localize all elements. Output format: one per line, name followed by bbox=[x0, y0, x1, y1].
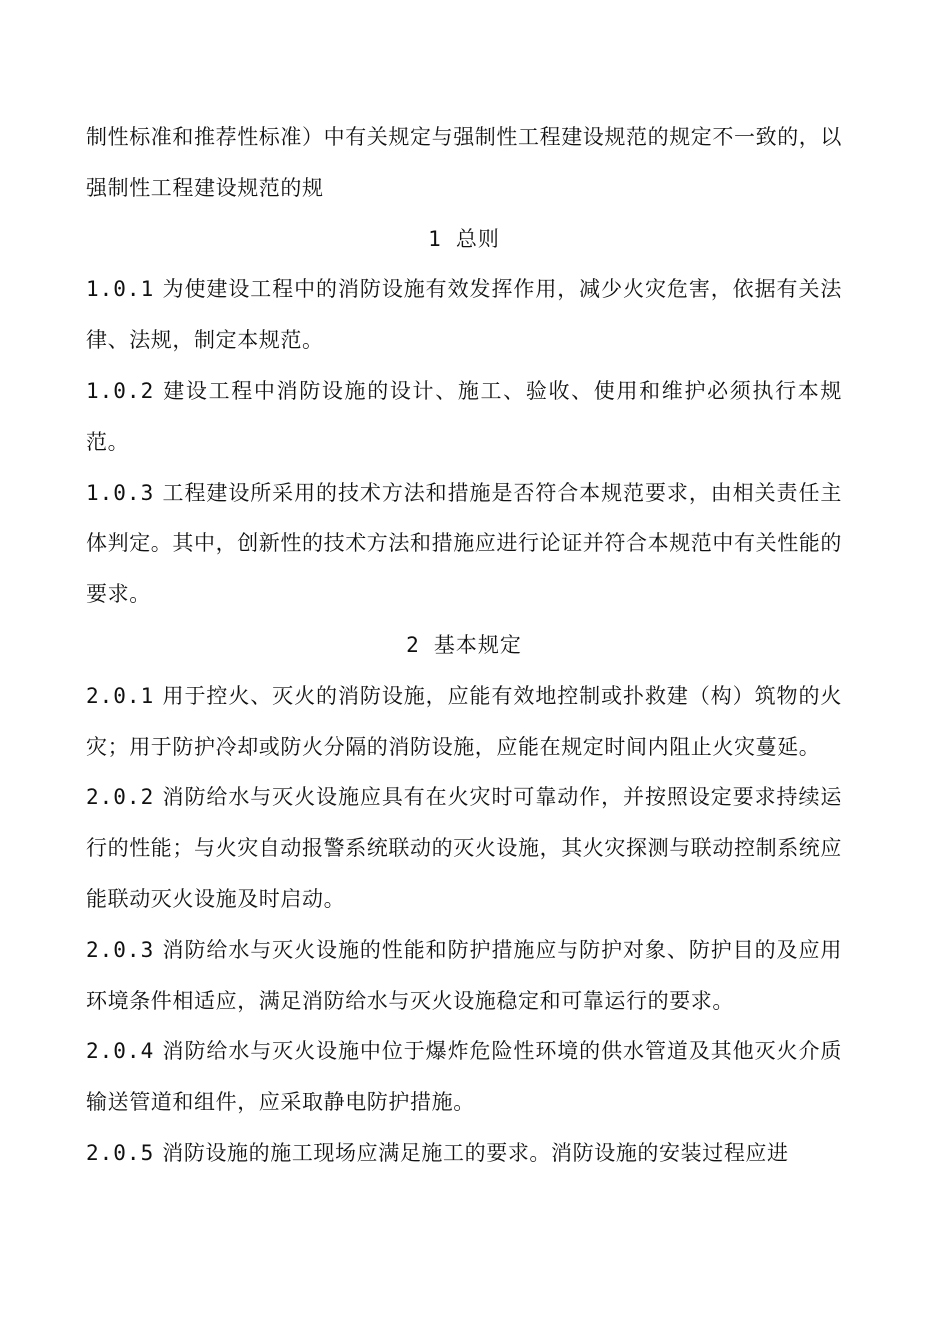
clause-2-0-1 bbox=[86, 671, 842, 773]
chapter-1-heading bbox=[86, 214, 842, 265]
clause-text: 用于控火、灭火的消防设施，应能有效地控制或扑救建（构）筑物的火灾；用于防护冷却或防火分隔的消防设施，应能在规定时间内阻止火灾蔓延。 bbox=[86, 683, 842, 759]
clause-number: 2.0.2 bbox=[86, 785, 155, 810]
clause-text: 消防设施的施工现场应满足施工的要求。消防设施的安装过程应进 bbox=[162, 1140, 789, 1165]
clause-2-0-3 bbox=[86, 925, 842, 1027]
clause-2-0-2 bbox=[86, 772, 842, 924]
clause-number: 2.0.3 bbox=[86, 937, 155, 962]
clause-number: 2.0.5 bbox=[86, 1140, 155, 1165]
clause-number: 2.0.4 bbox=[86, 1039, 155, 1064]
chapter-1-number: 1 bbox=[428, 226, 442, 251]
document-body bbox=[86, 112, 842, 1179]
clause-number: 2.0.1 bbox=[86, 683, 155, 708]
clause-text: 工程建设所采用的技术方法和措施是否符合本规范要求，由相关责任主体判定。其中，创新性的技术方法和措施应进行论证并符合本规范中有关性能的要求。 bbox=[86, 480, 842, 607]
clause-1-0-3 bbox=[86, 468, 842, 620]
clause-2-0-4 bbox=[86, 1026, 842, 1128]
clause-text: 消防给水与灭火设施中位于爆炸危险性环境的供水管道及其他灭火介质输送管道和组件，应采取静电防护措施。 bbox=[86, 1039, 842, 1115]
chapter-1-title: 总则 bbox=[455, 226, 500, 251]
clause-text: 消防给水与灭火设施应具有在火灾时可靠动作，并按照设定要求持续运行的性能；与火灾自动报警系统联动的灭火设施，其火灾探测与联动控制系统应能联动灭火设施及时启动。 bbox=[86, 785, 842, 911]
chapter-2-title: 基本规定 bbox=[433, 632, 522, 657]
clause-text: 消防给水与灭火设施的性能和防护措施应与防护对象、防护目的及应用环境条件相适应，满足消防给水与灭火设施稳定和可靠运行的要求。 bbox=[86, 937, 842, 1013]
continuation-paragraph: 制性标准和推荐性标准）中有关规定与强制性工程建设规范的规定不一致的，以强制性工程建设规范的规 bbox=[86, 125, 842, 200]
clause-2-0-5 bbox=[86, 1128, 842, 1179]
clause-text: 为使建设工程中的消防设施有效发挥作用，减少火灾危害，依据有关法律、法规，制定本规范。 bbox=[86, 277, 842, 353]
clause-number: 1.0.3 bbox=[86, 480, 155, 505]
clause-number: 1.0.2 bbox=[86, 378, 155, 403]
clause-1-0-1 bbox=[86, 264, 842, 366]
clause-text: 建设工程中消防设施的设计、施工、验收、使用和维护必须执行本规范。 bbox=[86, 378, 842, 454]
chapter-2-heading bbox=[86, 620, 842, 671]
clause-1-0-2 bbox=[86, 366, 842, 468]
clause-number: 1.0.1 bbox=[86, 277, 155, 302]
chapter-2-number: 2 bbox=[406, 632, 420, 657]
